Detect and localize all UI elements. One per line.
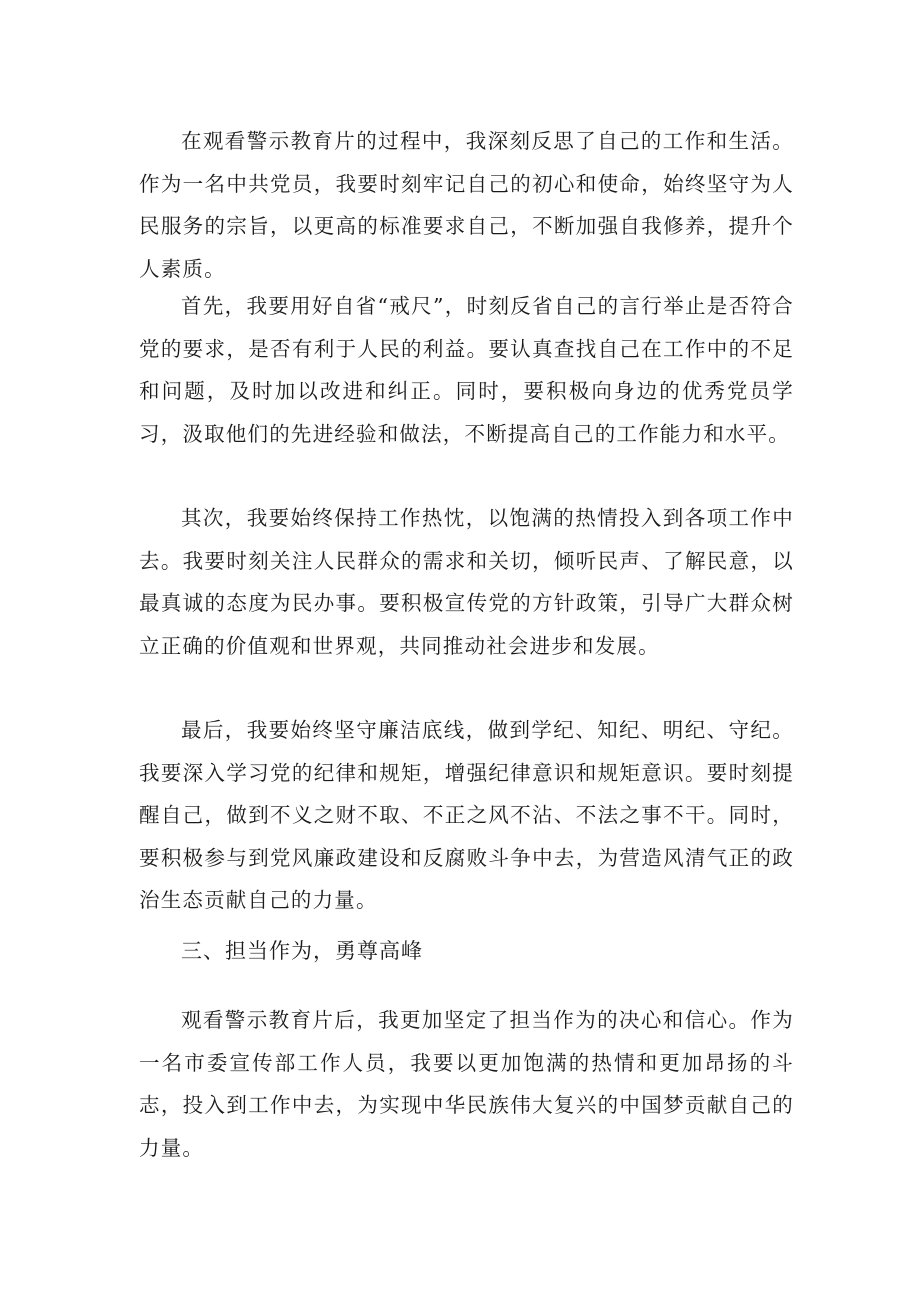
body-paragraph-last: 最后，我要始终坚守廉洁底线，做到学纪、知纪、明纪、守纪。我要深入学习党的纪律和规矩，增强纪律意识和规矩意识。要时刻提醒自己，做到不义之财不取、不正之风不沾、不法之事不干。同时，要积极参与到党风廉政建设和反腐败斗争中去，为营造风清气正的政治生态贡献自己的力量。 [139, 718, 794, 912]
body-paragraph-reflection: 在观看警示教育片的过程中，我深刻反思了自己的工作和生活。作为一名中共党员，我要时刻牢记自己的初心和使命，始终坚守为人民服务的宗旨，以更高的标准要求自己，不断加强自我修养，提升个人素质。 [139, 129, 794, 281]
body-paragraph-first: 首先，我要用好自省“戒尺”，时刻反省自己的言行举止是否符合党的要求，是否有利于人民的利益。要认真查找自己在工作中的不足和问题，及时加以改进和纠正。同时，要积极向身边的优秀党员学习，汲取他们的先进经验和做法，不断提高自己的工作能力和水平。 [139, 294, 794, 446]
body-paragraph-second: 其次，我要始终保持工作热忱，以饱满的热情投入到各项工作中去。我要时刻关注人民群众的需求和关切，倾听民声、了解民意，以最真诚的态度为民办事。要积极宣传党的方针政策，引导广大群众树立正确的价值观和世界观，共同推动社会进步和发展。 [139, 506, 794, 658]
section-heading: 三、担当作为，勇尊高峰 [181, 939, 423, 963]
body-paragraph-closing: 观看警示教育片后，我更加坚定了担当作为的决心和信心。作为一名市委宣传部工作人员，我要以更加饱满的热情和更加昂扬的斗志，投入到工作中去，为实现中华民族伟大复兴的中国梦贡献自己的力量。 [139, 1008, 794, 1160]
